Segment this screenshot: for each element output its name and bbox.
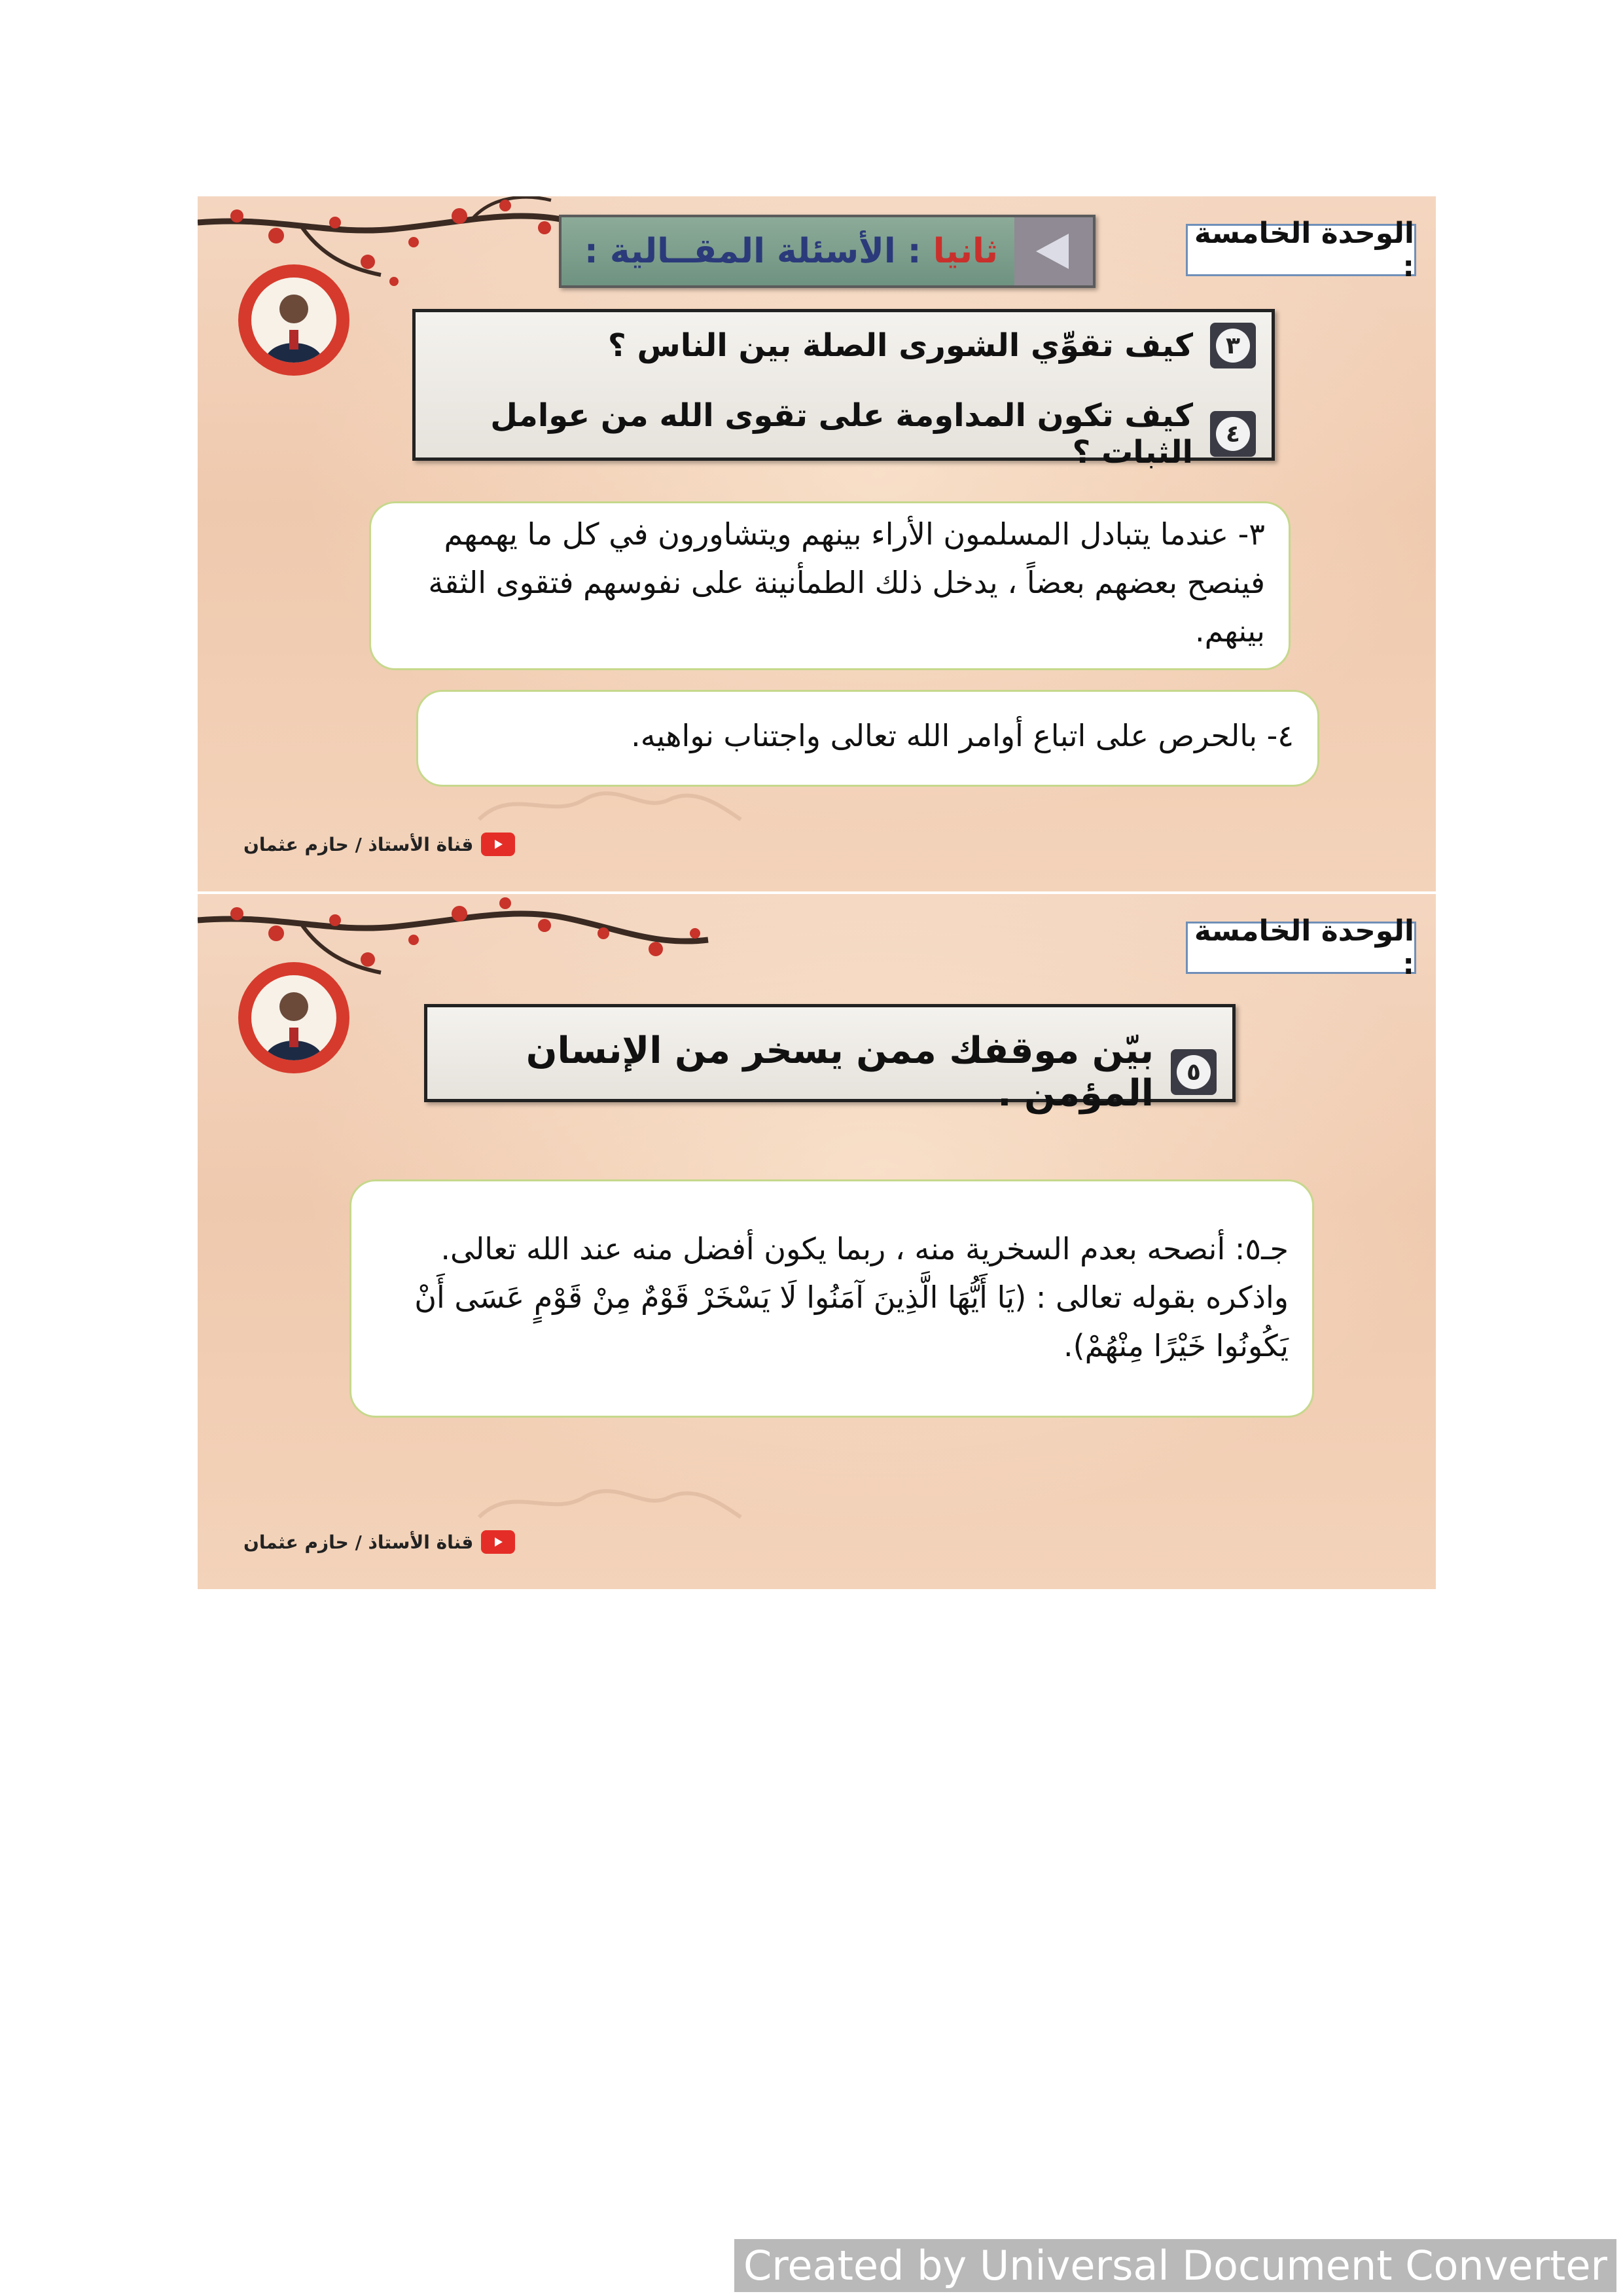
question-row bbox=[427, 1030, 1217, 1115]
section-prefix: ثانيا bbox=[933, 232, 999, 271]
question-text: بيّن موقفك ممن يسخر من الإنسان المؤمن . bbox=[526, 1030, 1154, 1115]
question-number-badge: ٣ bbox=[1210, 323, 1256, 368]
channel-logo bbox=[238, 962, 349, 1073]
converter-watermark: Created by Universal Document Converter bbox=[734, 2239, 1616, 2292]
question-text: كيف تكون المداومة على تقوى الله من عوامل الثبات ؟ bbox=[490, 397, 1193, 471]
teacher-photo-icon bbox=[251, 975, 336, 1060]
footer-text: قناة الأستاذ / حازم عثمان bbox=[243, 833, 474, 855]
youtube-icon bbox=[481, 833, 515, 856]
channel-footer bbox=[243, 1530, 515, 1554]
answer-box: ٣- عندما يتبادل المسلمون الأراء بينهم ويتشاورون في كل ما يهمهم فينصح بعضهم بعضاً ، يدخل ذلك الطمأنينة على نفوسهم فتقوى الثقة بينهم. bbox=[369, 501, 1291, 670]
channel-footer bbox=[243, 833, 515, 856]
question-text: كيف تقوِّي الشورى الصلة بين الناس ؟ bbox=[607, 327, 1193, 364]
question-number-badge: ٤ bbox=[1210, 411, 1256, 457]
teacher-photo-icon bbox=[251, 278, 336, 363]
section-banner bbox=[559, 215, 1096, 288]
cloud-ornament-icon bbox=[473, 774, 747, 833]
slide-1 bbox=[198, 196, 1436, 891]
questions-box bbox=[424, 1004, 1236, 1115]
play-arrow-icon bbox=[1014, 217, 1093, 285]
footer-text: قناة الأستاذ / حازم عثمان bbox=[243, 1531, 474, 1553]
slide-2 bbox=[198, 894, 1436, 1589]
question-row bbox=[608, 323, 1256, 368]
question-row bbox=[416, 397, 1256, 471]
questions-box bbox=[412, 309, 1275, 471]
section-colon: : bbox=[895, 232, 933, 271]
channel-logo bbox=[238, 264, 349, 376]
unit-label: الوحدة الخامسة : bbox=[1186, 224, 1416, 276]
unit-label: الوحدة الخامسة : bbox=[1186, 922, 1416, 974]
answer-box: ٤- بالحرص على اتباع أوامر الله تعالى واجتناب نواهيه. bbox=[416, 690, 1319, 787]
cloud-ornament-icon bbox=[473, 1471, 747, 1530]
section-title: الأسئلة المقــالية : bbox=[584, 232, 896, 271]
answer-box: جـ٥: أنصحه بعدم السخرية منه ، ربما يكون أفضل منه عند الله تعالى. واذكره بقوله تعالى : (يَا أَيُّهَا الَّذِينَ آمَنُوا لَا يَسْخَرْ قَوْمٌ مِنْ قَوْمٍ عَسَى أَنْ يَكُونُوا خَيْرًا مِنْهُمْ). bbox=[349, 1179, 1314, 1418]
youtube-icon bbox=[481, 1530, 515, 1554]
question-number-badge: ٥ bbox=[1171, 1049, 1217, 1095]
